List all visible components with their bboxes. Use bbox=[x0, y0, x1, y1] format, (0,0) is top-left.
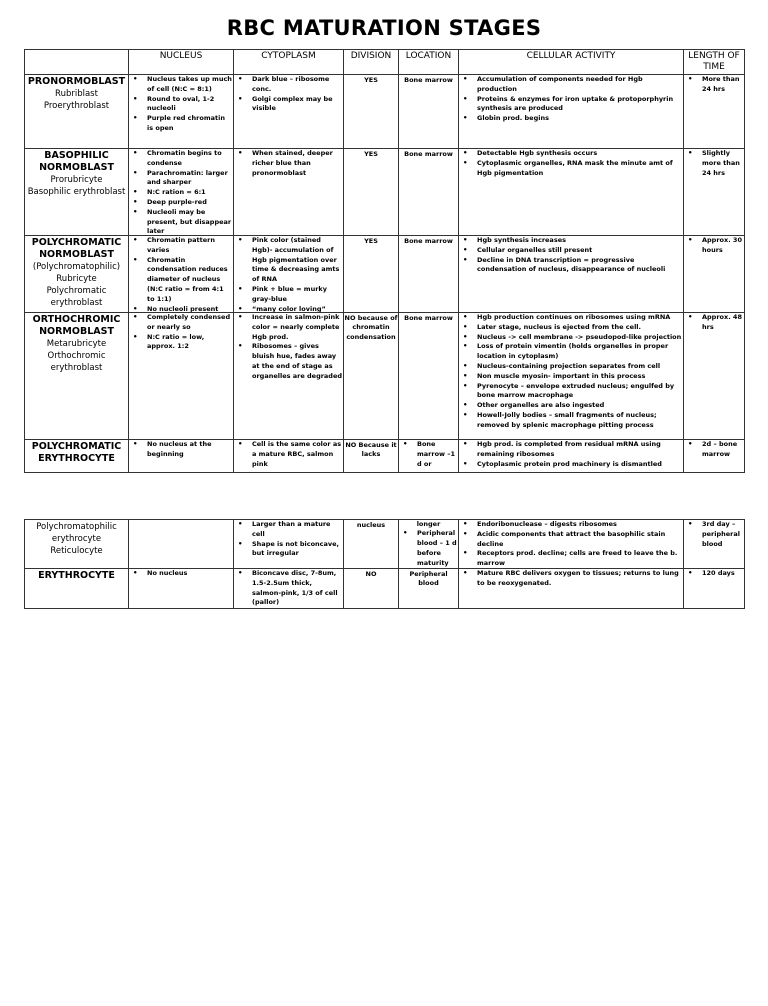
stage-alt-name: Polychromatophilic erythrocyte bbox=[36, 522, 117, 544]
stage-alt-name: Reticulocyte bbox=[50, 546, 103, 556]
header-division: DIVISION bbox=[344, 50, 399, 75]
bullet-item: • N:C ration = 6:1 bbox=[133, 188, 233, 198]
bullet-item: • Chromatin condensation reduces diameter of nucleus (N:C ratio = from 4:1 to 1:1) bbox=[133, 256, 233, 305]
bullet-list bbox=[684, 313, 744, 333]
stage-name bbox=[27, 441, 126, 472]
bullet-item: • Approx. 30 hours bbox=[688, 236, 744, 256]
location-cell bbox=[399, 520, 459, 569]
cytoplasm-cell bbox=[234, 236, 344, 313]
division-cell bbox=[344, 236, 399, 313]
location-cell-content bbox=[399, 520, 458, 567]
header-cellular-activity: CELLULAR ACTIVITY bbox=[459, 50, 684, 75]
nucleus-cell bbox=[129, 520, 234, 569]
cytoplasm-cell-content bbox=[234, 149, 343, 234]
bullet-list bbox=[234, 313, 343, 382]
cytoplasm-cell-content bbox=[234, 313, 343, 438]
bullet-item: • Golgi complex may be visible bbox=[238, 95, 343, 115]
bullet-item: • Shape is not biconcave, but irregular bbox=[238, 540, 343, 560]
cellular-activity-cell-content bbox=[459, 440, 683, 471]
stage-main-name: BASOPHILIC NORMOBLAST bbox=[39, 150, 114, 173]
table-row bbox=[25, 520, 745, 569]
bullet-item: • Acidic components that attract the basophilic stain decline bbox=[463, 530, 683, 550]
location-cell-text: Bone marrow bbox=[404, 237, 453, 245]
bullet-item: • Purple red chromatin is open bbox=[133, 114, 233, 134]
cellular-activity-cell-content bbox=[459, 313, 683, 438]
stage-name-cell bbox=[25, 149, 129, 236]
cellular-activity-cell bbox=[459, 75, 684, 149]
bullet-list bbox=[684, 75, 744, 95]
nucleus-cell bbox=[129, 569, 234, 609]
bullet-item: • Nucleoli may be present, but disappear later bbox=[133, 208, 233, 236]
division-cell bbox=[344, 75, 399, 149]
bullet-list bbox=[234, 440, 343, 469]
bullet-item: • Hgb production continues on ribosomes using mRNA bbox=[463, 313, 683, 323]
bullet-list bbox=[399, 440, 458, 469]
stage-name-cell bbox=[25, 236, 129, 313]
stage-name bbox=[27, 570, 126, 604]
stage-name-cell bbox=[25, 520, 129, 569]
bullet-item: • Proteins & enzymes for iron uptake & protoporphyrin synthesis are produced bbox=[463, 95, 683, 115]
bullet-list bbox=[129, 313, 233, 352]
cytoplasm-cell-content bbox=[234, 520, 343, 567]
table-row bbox=[25, 75, 745, 149]
bullet-item: • Nucleus takes up much of cell (N:C = 8:1) bbox=[133, 75, 233, 95]
header-cytoplasm: CYTOPLASM bbox=[234, 50, 344, 75]
table-row bbox=[25, 440, 745, 473]
bullet-item: • Slightly more than 24 hrs bbox=[688, 149, 744, 178]
nucleus-cell bbox=[129, 440, 234, 473]
bullet-item: • When stained, deeper richer blue than pronormoblast bbox=[238, 149, 343, 178]
division-cell-text: nucleus bbox=[356, 521, 386, 529]
cytoplasm-cell-content bbox=[234, 236, 343, 311]
bullet-item: • Cytoplasmic protein prod machinery is dismantled bbox=[463, 460, 683, 470]
stage-main-name: ORTHOCHROMIC NORMOBLAST bbox=[32, 314, 121, 337]
bullet-item: • Deep purple-red bbox=[133, 198, 233, 208]
stage-name bbox=[27, 521, 126, 568]
bullet-list bbox=[129, 236, 233, 313]
table-row bbox=[25, 236, 745, 313]
table-row bbox=[25, 569, 745, 609]
cytoplasm-cell-content bbox=[234, 440, 343, 471]
bullet-list bbox=[234, 75, 343, 114]
cytoplasm-cell bbox=[234, 520, 344, 569]
location-cell bbox=[399, 313, 459, 440]
header-location: LOCATION bbox=[399, 50, 459, 75]
length-of-time-cell bbox=[684, 149, 745, 236]
bullet-list bbox=[459, 569, 683, 589]
bullet-item: • Loss of protein vimentin (holds organelles in proper location in cytoplasm) bbox=[463, 342, 683, 362]
bullet-item: • No nucleoli present bbox=[133, 305, 233, 313]
bullet-item: • Chromatin pattern varies bbox=[133, 236, 233, 256]
length-of-time-cell-content bbox=[684, 520, 744, 567]
bullet-item: • Decline in DNA transcription = progressive condensation of nucleus, disappearance of nucleoli bbox=[463, 256, 683, 276]
nucleus-cell-content bbox=[129, 520, 233, 567]
bullet-item: • Endoribonuclease – digests ribosomes bbox=[463, 520, 683, 530]
cytoplasm-cell bbox=[234, 569, 344, 609]
stage-alt-name: Metarubricyte bbox=[46, 339, 107, 349]
nucleus-cell bbox=[129, 236, 234, 313]
location-cell bbox=[399, 440, 459, 473]
location-cell bbox=[399, 149, 459, 236]
nucleus-cell-content bbox=[129, 149, 233, 234]
division-cell-text: YES bbox=[364, 76, 378, 84]
stage-alt-name: Basophilic erythroblast bbox=[27, 187, 126, 197]
location-cell-text: Bone marrow bbox=[404, 76, 453, 84]
bullet-list bbox=[684, 149, 744, 178]
length-of-time-cell-content bbox=[684, 149, 744, 234]
page-title: RBC MATURATION STAGES bbox=[226, 16, 542, 40]
stage-main-name: POLYCHROMATIC ERYTHROCYTE bbox=[31, 441, 122, 464]
bullet-item: • Pink + blue = murky gray-blue bbox=[238, 285, 343, 305]
stage-name bbox=[27, 76, 126, 148]
bullet-list bbox=[234, 569, 343, 608]
bullet-item: • Dark blue – ribosome conc. bbox=[238, 75, 343, 95]
bullet-list bbox=[234, 149, 343, 178]
header-nucleus: NUCLEUS bbox=[129, 50, 234, 75]
length-of-time-cell bbox=[684, 569, 745, 609]
cellular-activity-cell bbox=[459, 149, 684, 236]
stage-alt-name: Rubricyte bbox=[56, 274, 97, 284]
length-of-time-cell bbox=[684, 75, 745, 149]
bullet-list bbox=[459, 75, 683, 124]
bullet-item: • Completely condensed or nearly so bbox=[133, 313, 233, 333]
nucleus-cell-content bbox=[129, 440, 233, 471]
bullet-list bbox=[684, 440, 744, 460]
cytoplasm-cell-content bbox=[234, 75, 343, 147]
nucleus-cell bbox=[129, 75, 234, 149]
table-row bbox=[25, 149, 745, 236]
bullet-item: • More than 24 hrs bbox=[688, 75, 744, 95]
stage-name bbox=[27, 237, 126, 312]
bullet-item: • 3rd day – peripheral blood bbox=[688, 520, 744, 549]
bullet-list bbox=[684, 520, 744, 549]
bullet-item: • Howell-Jolly bodies – small fragments of nucleus; removed by splenic macrophage pitting process bbox=[463, 411, 683, 431]
stage-main-name: PRONORMOBLAST bbox=[27, 76, 126, 87]
division-cell-text: YES bbox=[364, 237, 378, 245]
nucleus-cell-content bbox=[129, 75, 233, 147]
stage-name-cell bbox=[25, 75, 129, 149]
maturation-table-continued bbox=[24, 519, 745, 609]
header-row bbox=[25, 50, 745, 75]
bullet-item: • 2d – bone marrow bbox=[688, 440, 744, 460]
location-cell-text: Peripheral blood bbox=[409, 570, 448, 588]
bullet-list bbox=[459, 236, 683, 275]
bullet-item: • Pink color (stained Hgb)- accumulation of Hgb pigmentation over time & decreasing amts of RNA bbox=[238, 236, 343, 285]
bullet-list bbox=[234, 236, 343, 313]
bullet-list bbox=[459, 313, 683, 431]
cellular-activity-cell-content bbox=[459, 569, 683, 603]
stage-name bbox=[27, 150, 126, 235]
cytoplasm-cell-content bbox=[234, 569, 343, 607]
location-cell bbox=[399, 236, 459, 313]
division-cell-text: YES bbox=[364, 150, 378, 158]
bullet-item: • No nucleus bbox=[133, 569, 233, 579]
cytoplasm-cell bbox=[234, 149, 344, 236]
bullet-item: • Round to oval, 1-2 nucleoli bbox=[133, 95, 233, 115]
location-cell-text: Bone marrow bbox=[404, 314, 453, 322]
bullet-item: • 120 days bbox=[688, 569, 744, 579]
bullet-item: • Increase in salmon-pink color = nearly complete Hgb prod. bbox=[238, 313, 343, 342]
bullet-list bbox=[684, 569, 744, 579]
nucleus-cell bbox=[129, 313, 234, 440]
table-row bbox=[25, 313, 745, 440]
bullet-list bbox=[684, 236, 744, 256]
cellular-activity-cell bbox=[459, 520, 684, 569]
stage-name-cell bbox=[25, 569, 129, 609]
bullet-item: • Biconcave disc, 7-8um, 1.5-2.5um thick, salmon-pink, 1/3 of cell (pallor) bbox=[238, 569, 343, 608]
division-cell-text: NO bbox=[365, 570, 377, 578]
bullet-item: • Approx. 48 hrs bbox=[688, 313, 744, 333]
bullet-list bbox=[234, 520, 343, 559]
bullet-item: • “many color loving” bbox=[238, 305, 343, 313]
bullet-list bbox=[129, 75, 233, 134]
division-cell bbox=[344, 520, 399, 569]
bullet-list bbox=[399, 529, 458, 568]
division-cell bbox=[344, 149, 399, 236]
bullet-item: • Larger than a mature cell bbox=[238, 520, 343, 540]
bullet-item: • Ribosomes – gives bluish hue, fades away at the end of stage as organelles are degraded bbox=[238, 342, 343, 381]
division-cell-text: NO Because it lacks bbox=[345, 441, 397, 459]
cytoplasm-cell bbox=[234, 440, 344, 473]
bullet-item: • Non muscle myosin- important in this process bbox=[463, 372, 683, 382]
stage-name-cell bbox=[25, 313, 129, 440]
stage-main-name: ERYTHROCYTE bbox=[38, 570, 115, 581]
bullet-item: • Nucleus-containing projection separates from cell bbox=[463, 362, 683, 372]
length-of-time-cell-content bbox=[684, 236, 744, 311]
cellular-activity-cell-content bbox=[459, 520, 683, 567]
bullet-item: • Hgb prod. is completed from residual mRNA using remaining ribosomes bbox=[463, 440, 683, 460]
length-of-time-cell bbox=[684, 520, 745, 569]
location-cell-text: Bone marrow bbox=[404, 150, 453, 158]
bullet-item: • Other organelles are also ingested bbox=[463, 401, 683, 411]
nucleus-cell-content bbox=[129, 569, 233, 603]
stage-name-cell bbox=[25, 440, 129, 473]
nucleus-cell bbox=[129, 149, 234, 236]
bullet-item: • No nucleus at the beginning bbox=[133, 440, 233, 460]
cellular-activity-cell-content bbox=[459, 149, 683, 234]
nucleus-cell-content bbox=[129, 313, 233, 438]
length-of-time-cell-content bbox=[684, 440, 744, 471]
bullet-item: • Mature RBC delivers oxygen to tissues; returns to lung to be reoxygenated. bbox=[463, 569, 683, 589]
bullet-item: • Later stage, nucleus is ejected from the cell. bbox=[463, 323, 683, 333]
bullet-item: • Chromatin begins to condense bbox=[133, 149, 233, 169]
stage-alt-name: Orthochromic erythroblast bbox=[47, 351, 106, 373]
stage-alt-name: Rubriblast bbox=[55, 89, 98, 99]
division-cell bbox=[344, 569, 399, 609]
stage-name bbox=[27, 314, 126, 439]
cellular-activity-cell bbox=[459, 236, 684, 313]
division-cell bbox=[344, 313, 399, 440]
bullet-item: • Bone marrow –1 d or bbox=[403, 440, 458, 469]
stage-alt-name: (Polychromatophilic) bbox=[32, 262, 121, 272]
stage-alt-name: Proerythroblast bbox=[43, 101, 110, 111]
cellular-activity-cell-content bbox=[459, 236, 683, 311]
bullet-item: • Cell is the same color as a mature RBC, salmon pink bbox=[238, 440, 343, 469]
stage-alt-name: Prorubricyte bbox=[50, 175, 103, 185]
cellular-activity-cell bbox=[459, 569, 684, 609]
bullet-item: • Nucleus -> cell membrane -> pseudopod-like projection bbox=[463, 333, 683, 343]
bullet-item: • N:C ratio = low, approx. 1:2 bbox=[133, 333, 233, 353]
length-of-time-cell bbox=[684, 236, 745, 313]
location-cell bbox=[399, 569, 459, 609]
division-cell-text: NO because of chromatin condensation bbox=[344, 314, 398, 341]
cytoplasm-cell bbox=[234, 313, 344, 440]
location-cell bbox=[399, 75, 459, 149]
cellular-activity-cell-content bbox=[459, 75, 683, 147]
length-of-time-cell bbox=[684, 440, 745, 473]
cytoplasm-cell bbox=[234, 75, 344, 149]
bullet-list bbox=[129, 569, 233, 579]
length-of-time-cell-content bbox=[684, 569, 744, 603]
bullet-list bbox=[129, 149, 233, 236]
length-of-time-cell-content bbox=[684, 75, 744, 147]
cellular-activity-cell bbox=[459, 440, 684, 473]
nucleus-cell-content bbox=[129, 236, 233, 311]
bullet-list bbox=[459, 440, 683, 469]
bullet-list bbox=[129, 440, 233, 460]
header-stage bbox=[25, 50, 129, 75]
bullet-item: • Globin prod. begins bbox=[463, 114, 683, 124]
bullet-list bbox=[459, 149, 683, 178]
header-length-of-time: LENGTH OF TIME bbox=[684, 50, 745, 75]
bullet-item: • Cellular organelles still present bbox=[463, 246, 683, 256]
bullet-list bbox=[459, 520, 683, 569]
stage-alt-name: Polychromatic erythroblast bbox=[46, 286, 107, 308]
bullet-item: • Detectable Hgb synthesis occurs bbox=[463, 149, 683, 159]
length-of-time-cell bbox=[684, 313, 745, 440]
bullet-item: • Hgb synthesis increases bbox=[463, 236, 683, 246]
bullet-item: • Accumulation of components needed for Hgb production bbox=[463, 75, 683, 95]
location-cell-content bbox=[399, 440, 458, 471]
maturation-table bbox=[24, 49, 745, 473]
bullet-item: • Receptors prod. decline; cells are freed to leave the b. marrow bbox=[463, 549, 683, 568]
bullet-item: • Cytoplasmic organelles, RNA mask the minute amt of Hgb pigmentation bbox=[463, 159, 683, 179]
bullet-item: • Peripheral blood – 1 d before maturity bbox=[403, 529, 458, 568]
stage-main-name: POLYCHROMATIC NORMOBLAST bbox=[31, 237, 122, 260]
bullet-item: • Pyrenocyte – envelope extruded nucleus; engulfed by bone marrow macrophage bbox=[463, 382, 683, 402]
length-of-time-cell-content bbox=[684, 313, 744, 438]
location-top-text: longer bbox=[416, 520, 441, 528]
cellular-activity-cell bbox=[459, 313, 684, 440]
division-cell bbox=[344, 440, 399, 473]
bullet-item: • Parachromatin: larger and sharper bbox=[133, 169, 233, 189]
